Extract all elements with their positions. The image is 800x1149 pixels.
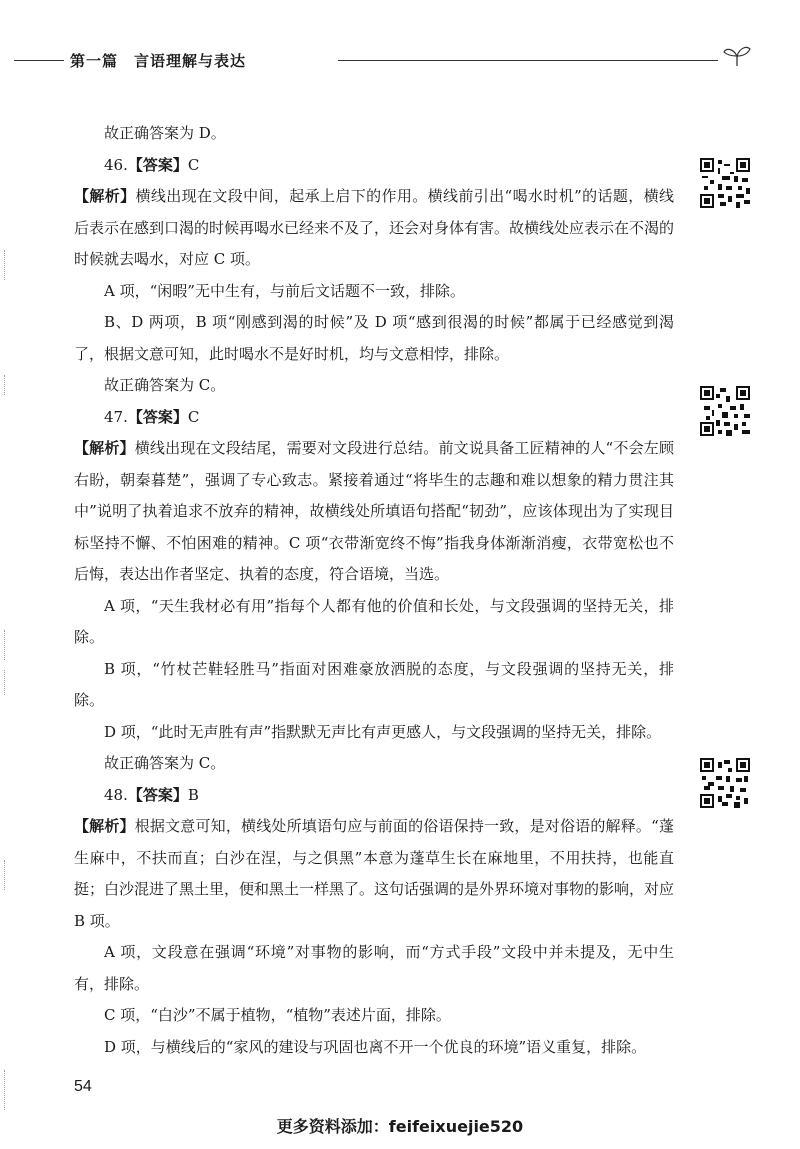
q48-answer-line [74, 780, 674, 812]
analysis-tag: 【解析】 [74, 817, 135, 835]
answer-tag: 【答案】 [127, 785, 188, 804]
paragraph: B、D 两项，B 项“刚感到渴的时候”及 D 项“感到很渴的时候”都属于已经感觉到渴了，根据文意可知，此时喝水不是好时机，均与文意相悖，排除。 [74, 313, 674, 363]
margin-dots [4, 670, 9, 695]
margin-dots [4, 250, 9, 280]
q46-answer-line [74, 150, 674, 182]
q47-answer-line [74, 402, 674, 434]
answer-explanations [74, 118, 674, 1063]
header-rule-left [14, 60, 64, 61]
question-number: 46. [104, 155, 128, 174]
paragraph: D 项，与横线后的“家风的建设与巩固也离不开一个优良的环境”语义重复，排除。 [104, 1037, 647, 1056]
paragraph: 故正确答案为 C。 [104, 376, 226, 394]
analysis-text: 根据文意可知，横线处所填语句应与前面的俗语保持一致，是对俗语的解释。“蓬生麻中，不扶而直；白沙在涅，与之俱黑”本意为蓬草生长在麻地里，不用扶持，也能直挺；白沙混进了黑土里，便和黑土一样黑了。这句话强调的是外界环境对事物的影响，对应 B 项。 [74, 817, 675, 930]
sprout-icon [722, 44, 752, 68]
qr-code-icon[interactable] [700, 758, 750, 808]
qr-code-icon[interactable] [700, 158, 750, 208]
answer-letter: C [187, 155, 200, 174]
paragraph: D 项，“此时无声胜有声”指默默无声比有声更感人，与文段强调的坚持无关，排除。 [104, 722, 662, 741]
margin-dots [4, 630, 9, 660]
section-title: 第一篇 言语理解与表达 [70, 52, 247, 70]
paragraph: B 项，“竹杖芒鞋轻胜马”指面对困难豪放洒脱的态度，与文段强调的坚持无关，排除。 [74, 659, 674, 709]
question-number: 48. [104, 785, 128, 804]
analysis-tag: 【解析】 [74, 439, 135, 457]
margin-dots [4, 375, 9, 395]
q48-analysis [74, 811, 674, 937]
paragraph: A 项，文段意在强调“环境”对事物的影响，而“方式手段”文段中并未提及，无中生有，排除。 [74, 943, 674, 993]
page-number: 54 [74, 1078, 92, 1095]
margin-dots [4, 860, 9, 890]
answer-letter: B [187, 785, 199, 804]
footer-note: 更多资料添加：feifeixuejie520 [276, 1117, 524, 1136]
answer-tag: 【答案】 [127, 407, 188, 426]
answer-letter: C [187, 407, 200, 426]
analysis-text: 横线出现在文段结尾，需要对文段进行总结。前文说具备工匠精神的人“不会左顾右盼，朝秦暮楚”，强调了专心致志。紧接着通过“将毕生的志趣和难以想象的精力贯注其中”说明了执着追求不放弃的精神，故横线处所填语句搭配“韧劲”，应该体现出为了实现目标坚持不懈、不怕困难的精神。C 项“衣带渐宽终不悔”指我身体渐渐消瘦，衣带宽松也不后悔，表达出作者坚定、执着的态度，符合语境，当选。 [74, 439, 674, 583]
paragraph: C 项，“白沙”不属于植物，“植物”表述片面，排除。 [104, 1006, 451, 1024]
question-number: 47. [104, 407, 128, 426]
page-header [0, 48, 800, 72]
qr-code-icon[interactable] [700, 386, 750, 436]
analysis-text: 横线出现在文段中间，起承上启下的作用。横线前引出“喝水时机”的话题，横线后表示在感到口渴的时候再喝水已经来不及了，还会对身体有害。故横线处应表示在不渴的时候就去喝水，对应 C 项。 [74, 187, 675, 268]
answer-tag: 【答案】 [127, 155, 188, 174]
analysis-tag: 【解析】 [74, 187, 136, 205]
paragraph: A 项，“天生我材必有用”指每个人都有他的价值和长处，与文段强调的坚持无关，排除。 [74, 596, 674, 646]
paragraph: A 项，“闲暇”无中生有，与前后文话题不一致，排除。 [104, 281, 465, 300]
q46-analysis [74, 181, 674, 276]
q47-analysis [74, 433, 674, 591]
paragraph: 故正确答案为 D。 [104, 124, 226, 142]
paragraph: 故正确答案为 C。 [104, 754, 226, 772]
margin-dots [4, 1070, 9, 1110]
header-rule-right [338, 60, 718, 61]
